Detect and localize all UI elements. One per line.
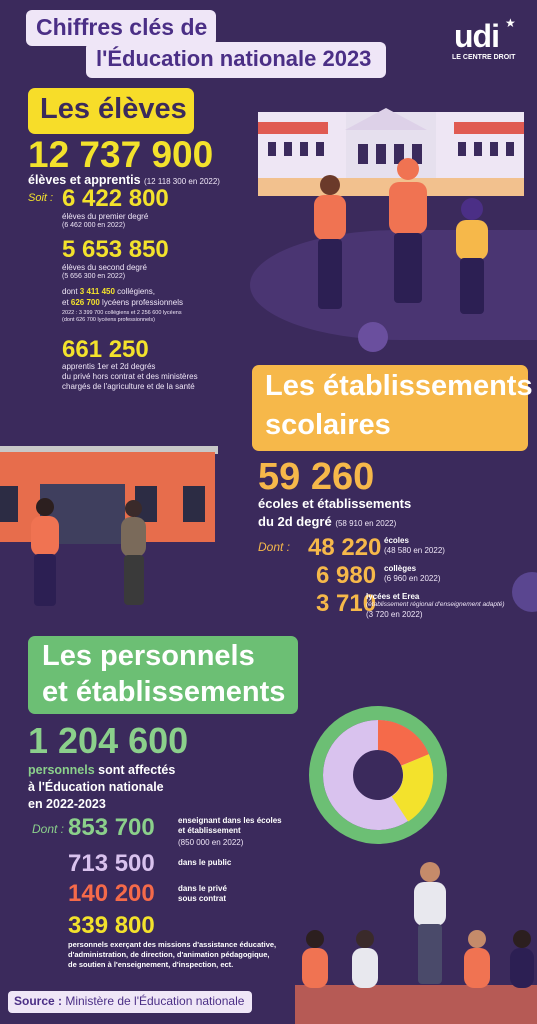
udi-logo: udi — [454, 18, 499, 54]
apprentis-line2: du privé hors contrat et des ministères — [62, 372, 198, 381]
student-figure-2 — [385, 158, 431, 308]
donut-segment-prive — [378, 735, 415, 760]
etab-dont-label: Dont : — [258, 540, 291, 554]
second-degre-number: 5 653 850 — [62, 236, 169, 263]
autres-line3: de soutien à l'enseignement, d'inspection, ect. — [68, 960, 234, 969]
lycees-label: lycées et Erea — [366, 592, 420, 601]
et-prefix: et — [62, 298, 71, 307]
second-degre-label: élèves du second degré — [62, 263, 147, 272]
apprentis-number: 661 250 — [62, 336, 149, 363]
etab-total-line1: écoles et établissements — [258, 496, 412, 511]
personnels-word: personnels — [28, 763, 95, 777]
ecoles-number: 48 220 — [308, 534, 382, 561]
personnels-total-row — [28, 763, 175, 777]
source-line — [14, 994, 244, 1008]
personnels-total-line3: en 2022-2023 — [28, 797, 106, 811]
collegiens-label: collégiens, — [114, 287, 155, 296]
logo-subtitle: LE CENTRE DROIT — [452, 54, 516, 61]
audience-figure-4 — [508, 930, 536, 990]
prive-number: 140 200 — [68, 880, 155, 907]
prive-line2: sous contrat — [178, 894, 227, 903]
section-header-personnels-line2: et établissements — [42, 676, 286, 708]
lycees-number: 3 710 — [316, 590, 377, 617]
enseignant-number: 853 700 — [68, 814, 155, 841]
decor-circle — [512, 572, 537, 612]
eleves-total: 12 737 900 — [28, 134, 214, 175]
collegiens-number: 3 411 450 — [79, 287, 115, 296]
etab-total-line2-row — [258, 514, 396, 529]
etab-total: 59 260 — [258, 456, 375, 498]
personnels-total-line2: à l'Éducation nationale — [28, 780, 164, 794]
dont-lycees-row — [62, 298, 183, 307]
autres-number: 339 800 — [68, 912, 155, 939]
teacher-figure — [410, 862, 450, 987]
soit-label: Soit : — [28, 192, 54, 204]
student-figure-1 — [310, 175, 350, 315]
premier-degre-number: 6 422 800 — [62, 185, 169, 212]
personnels-donut-chart — [300, 705, 460, 845]
dont-prefix: dont — [62, 287, 80, 296]
school-window — [0, 486, 18, 522]
public-label: dans le public — [178, 858, 232, 867]
enseignant-line1: enseignant dans les écoles — [178, 816, 282, 825]
colleges-number: 6 980 — [316, 562, 377, 589]
premier-degre-label: élèves du premier degré — [62, 212, 149, 221]
school-window — [183, 486, 205, 522]
page-title-line2: l'Éducation nationale 2023 — [96, 46, 372, 71]
etab-total-line2: du 2d degré — [258, 514, 332, 529]
prive-line1: dans le privé — [178, 884, 227, 893]
lyceens-pro-number: 626 700 — [70, 298, 100, 307]
dont-note-2: (dont 626 700 lycéens professionnels) — [62, 317, 155, 323]
source-text: Ministère de l'Éducation nationale — [62, 994, 245, 1008]
decor-circle — [358, 322, 388, 352]
lycees-prev: (3 720 en 2022) — [366, 610, 423, 619]
ecoles-prev: (48 580 en 2022) — [384, 546, 445, 555]
autres-line1: personnels exerçant des missions d'assistance éducative, — [68, 940, 277, 949]
personnels-total-line1: sont affectés — [94, 763, 176, 777]
autres-line2: d'administration, de direction, d'animation pédagogique, — [68, 950, 270, 959]
section-header-personnels-line1: Les personnels — [42, 640, 255, 672]
pupil-figure-1 — [28, 498, 62, 608]
page-title-line1: Chiffres clés de — [36, 14, 208, 40]
colleges-label: collèges — [384, 564, 417, 573]
premier-degre-prev: (6 462 000 en 2022) — [62, 222, 126, 229]
section-header-etablissements-line2: scolaires — [265, 409, 391, 441]
etab-total-prev: (58 910 en 2022) — [335, 519, 397, 528]
personnels-dont-label: Dont : — [32, 822, 65, 836]
student-figure-3 — [452, 198, 492, 318]
enseignant-line2: et établissement — [178, 826, 241, 835]
audience-figure-1 — [300, 930, 330, 990]
colleges-prev: (6 960 en 2022) — [384, 574, 441, 583]
second-degre-prev: (5 656 300 en 2022) — [62, 273, 126, 280]
source-label: Source : — [14, 994, 63, 1008]
lycees-note: (établissement régional d'enseignement adapté) — [366, 601, 505, 608]
apprentis-line1: apprentis 1er et 2d degrés — [62, 362, 156, 371]
section-header-eleves: Les élèves — [40, 93, 187, 125]
dont-note-1: 2022 : 3 399 700 collégiens et 2 256 600 lycéens — [62, 310, 182, 316]
eleves-total-prev: (12 118 300 en 2022) — [144, 177, 220, 186]
eleves-total-label: élèves et apprentis — [28, 173, 141, 187]
enseignant-prev: (850 000 en 2022) — [178, 838, 244, 847]
dont-colleges-row — [62, 287, 155, 296]
public-number: 713 500 — [68, 850, 155, 877]
lyceens-pro-label: lycéens professionnels — [99, 298, 183, 307]
personnels-total: 1 204 600 — [28, 720, 189, 761]
section-header-etablissements-line1: Les établissements — [265, 370, 533, 402]
audience-figure-3 — [462, 930, 492, 990]
pupil-figure-2 — [118, 500, 148, 608]
audience-figure-2 — [350, 930, 380, 990]
ecoles-label: écoles — [384, 536, 409, 545]
logo-star-icon: ★ — [505, 16, 516, 30]
donut-segment-autres — [400, 760, 418, 809]
apprentis-line3: chargés de l'agriculture et de la santé — [62, 382, 195, 391]
classroom-floor — [295, 985, 537, 1024]
